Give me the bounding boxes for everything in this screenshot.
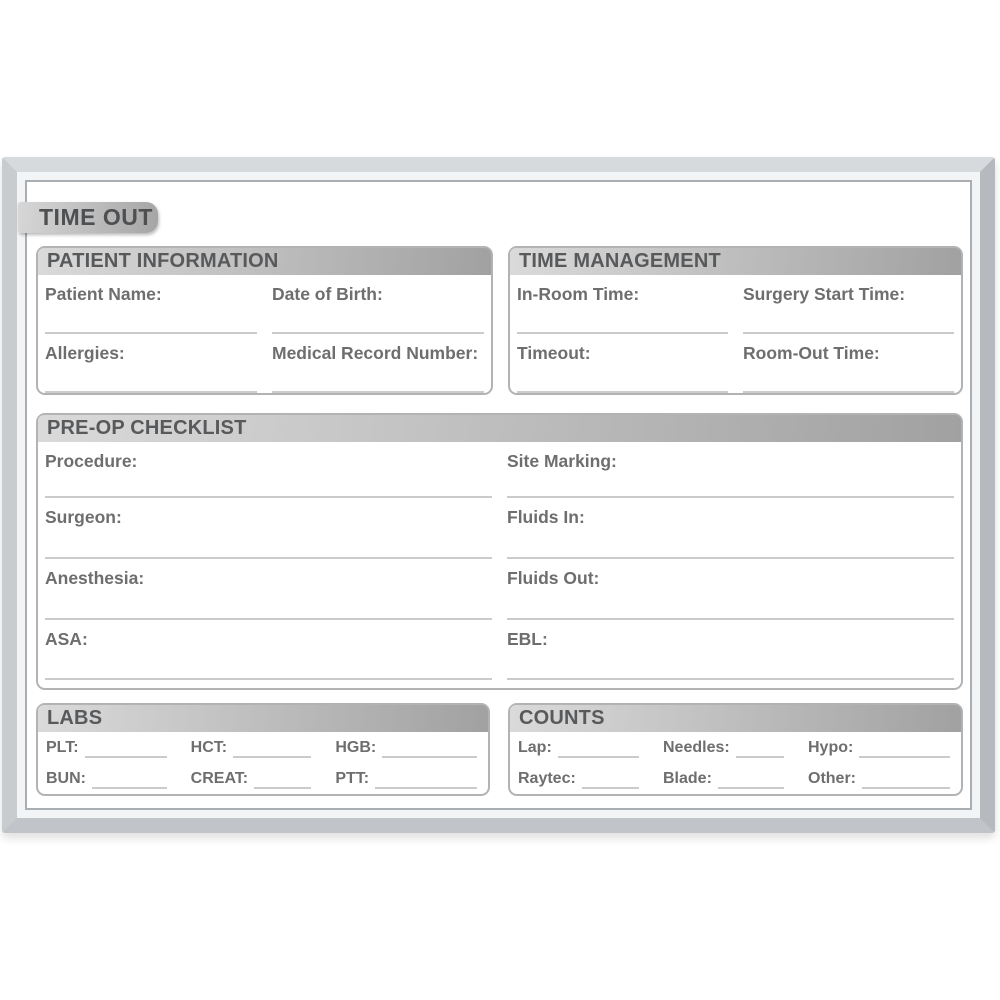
field-room-out-time: Room-Out Time: <box>743 334 954 393</box>
field-hct <box>191 732 336 763</box>
write-line <box>859 756 950 758</box>
panel-patient-information <box>36 246 493 395</box>
write-line <box>254 787 311 789</box>
panel-patient-information-header: PATIENT INFORMATION <box>38 248 491 275</box>
panel-time-management-header: TIME MANAGEMENT <box>510 248 961 275</box>
field-raytec <box>518 763 663 794</box>
field-timeout: Timeout: <box>517 334 728 393</box>
field-surgeon: Surgeon: <box>45 498 492 559</box>
field-hct-label: HCT: <box>190 739 228 756</box>
panel-counts <box>508 703 963 796</box>
field-hypo-label: Hypo: <box>808 739 854 756</box>
panel-preop-checklist-header: PRE-OP CHECKLIST <box>38 415 961 442</box>
write-line <box>375 787 477 789</box>
field-surgery-start-time: Surgery Start Time: <box>743 275 954 334</box>
field-blade-label: Blade: <box>663 770 712 787</box>
field-raytec-label: Raytec: <box>518 770 576 787</box>
panel-labs-header: LABS <box>38 705 488 732</box>
panel-time-management <box>508 246 963 395</box>
field-plt <box>46 732 191 763</box>
write-line <box>85 756 167 758</box>
field-allergies: Allergies: <box>45 334 257 393</box>
field-procedure: Procedure: <box>45 442 492 498</box>
time-management-fields <box>510 275 961 393</box>
field-medical-record-number: Medical Record Number: <box>272 334 484 393</box>
field-asa: ASA: <box>45 620 492 680</box>
field-ptt-label: PTT: <box>335 770 370 787</box>
field-ebl: EBL: <box>507 620 954 680</box>
field-other-label: Other: <box>808 770 856 787</box>
field-hgb <box>335 732 480 763</box>
field-bun-label: BUN: <box>46 770 86 787</box>
write-line <box>92 787 167 789</box>
field-needles-label: Needles: <box>663 739 730 756</box>
field-patient-name: Patient Name: <box>45 275 257 334</box>
preop-checklist-fields <box>38 442 961 688</box>
patient-information-fields <box>38 275 491 393</box>
labs-fields <box>38 732 488 794</box>
write-line <box>233 756 311 758</box>
panel-labs <box>36 703 490 796</box>
write-line <box>862 787 950 789</box>
field-blade <box>663 763 808 794</box>
field-lap <box>518 732 663 763</box>
write-line <box>558 756 639 758</box>
write-line <box>736 756 784 758</box>
field-anesthesia: Anesthesia: <box>45 559 492 620</box>
field-bun <box>46 763 191 794</box>
field-needles <box>663 732 808 763</box>
write-line <box>718 787 784 789</box>
panel-preop-checklist <box>36 413 963 690</box>
field-fluids-out: Fluids Out: <box>507 559 954 620</box>
write-line <box>582 787 639 789</box>
write-line <box>382 756 477 758</box>
field-date-of-birth: Date of Birth: <box>272 275 484 334</box>
counts-fields <box>510 732 961 794</box>
field-hypo <box>808 732 953 763</box>
whiteboard-surface <box>25 180 972 810</box>
field-other <box>808 763 953 794</box>
timeout-title-tab: TIME OUT <box>18 202 158 233</box>
field-creat-label: CREAT: <box>190 770 249 787</box>
field-lap-label: Lap: <box>518 739 552 756</box>
timeout-whiteboard <box>2 157 995 833</box>
field-hgb-label: HGB: <box>335 739 377 756</box>
field-plt-label: PLT: <box>46 739 79 756</box>
field-creat <box>191 763 336 794</box>
panel-counts-header: COUNTS <box>510 705 961 732</box>
field-site-marking: Site Marking: <box>507 442 954 498</box>
field-fluids-in: Fluids In: <box>507 498 954 559</box>
field-ptt <box>335 763 480 794</box>
field-in-room-time: In-Room Time: <box>517 275 728 334</box>
